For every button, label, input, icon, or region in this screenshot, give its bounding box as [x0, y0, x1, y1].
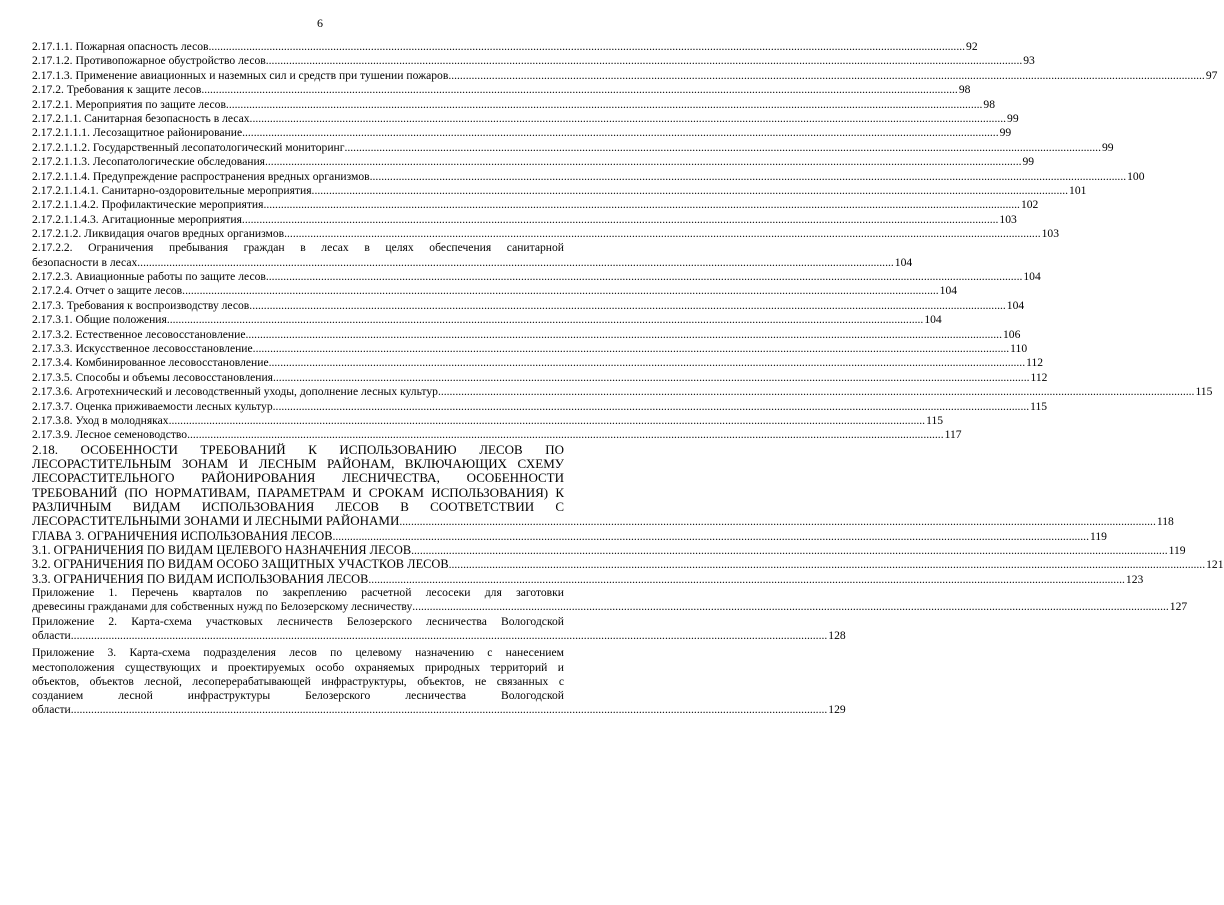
toc-entry-page: 93	[1023, 54, 1035, 68]
toc-entry[interactable]	[32, 528, 1107, 543]
toc-entry[interactable]	[32, 212, 1017, 227]
toc-entry[interactable]	[32, 370, 1048, 385]
toc-entry-page: 100	[1127, 169, 1145, 183]
toc-entry-multiline[interactable]	[32, 646, 846, 717]
toc-entry[interactable]	[32, 385, 1213, 399]
toc-entry[interactable]	[32, 126, 1012, 140]
toc-entry[interactable]	[32, 111, 1019, 126]
toc-entry[interactable]	[32, 270, 1041, 284]
toc-entry-title: 2.17.2.1.1.4.2. Профилактические мероприятия	[32, 198, 264, 212]
toc-entry-page: 127	[1169, 600, 1188, 614]
toc-entry-title-line: области	[32, 703, 71, 717]
dot-leader	[269, 356, 1026, 370]
toc-entry-title-line: созданием лесной инфраструктуры Белозерского лесничества Вологодской	[32, 689, 564, 703]
toc-entry-title: 2.17.1.2. Противопожарное обустройство лесов	[32, 54, 266, 68]
toc-entry[interactable]	[32, 183, 1087, 198]
toc-entry-title-line: безопасности в лесах	[32, 255, 138, 269]
toc-entry[interactable]	[32, 356, 1044, 370]
toc-entry-page: 104	[939, 284, 958, 298]
toc-entry-page: 119	[1168, 543, 1186, 557]
dot-leader	[273, 371, 1030, 385]
toc-entry-title-line: Приложение 2. Карта-схема участковых лесничеств Белозерского лесничества Вологодской	[32, 614, 564, 628]
toc-entry[interactable]	[32, 557, 1224, 572]
toc-entry[interactable]	[32, 83, 971, 97]
toc-entry-page: 98	[958, 83, 971, 97]
toc-entry-title: 2.17.3.1. Общие положения	[32, 313, 167, 327]
toc-entry-title: 2.17.2.1.1.1. Лесозащитное районирование	[32, 126, 243, 140]
toc-entry-title-line: ЛЕСОРАСТИТЕЛЬНЫМ ЗОНАМ И ЛЕСНЫМ РАЙОНАМ, ВКЛЮЧАЮЩИХ СХЕМУ	[32, 456, 564, 472]
toc-entry-page: 97	[1205, 68, 1218, 82]
toc-entry[interactable]	[32, 284, 958, 298]
toc-entry-multiline[interactable]	[32, 586, 1188, 615]
toc-entry-title-line: Приложение 1. Перечень кварталов по закреплению расчетной лесосеки для заготовки	[32, 586, 564, 600]
toc-entry-title-line: 2.18. ОСОБЕННОСТИ ТРЕБОВАНИЙ К ИСПОЛЬЗОВАНИЮ ЛЕСОВ ПО	[32, 441, 564, 457]
toc-entry-title-line: местоположения существующих и проектируемых особо охраняемых природных территорий и	[32, 660, 564, 674]
toc-entry-title: 2.17.2.3. Авиационные работы по защите лесов	[32, 270, 266, 284]
dot-leader	[266, 270, 1023, 284]
toc-entry-page: 112	[1030, 370, 1048, 384]
toc-entry-title: 2.17.1.1. Пожарная опасность лесов	[32, 40, 209, 53]
toc-entry[interactable]	[32, 227, 1060, 241]
dot-leader	[449, 558, 1206, 572]
toc-entry-page: 103	[1041, 227, 1060, 241]
toc-entry-title: 2.17.2.1.1.2. Государственный лесопатологический мониторинг	[32, 140, 345, 154]
toc-entry[interactable]	[32, 571, 1144, 586]
dot-leader	[273, 400, 1030, 414]
toc-entry-title-line: ТРЕБОВАНИЙ (ПО НОРМАТИВАМ, ПАРАМЕТРАМ И СРОКАМ ИСПОЛЬЗОВАНИЯ) К	[32, 484, 564, 500]
dot-leader	[249, 299, 1006, 313]
toc-entry[interactable]	[32, 313, 942, 327]
toc-entry-page: 104	[1023, 270, 1041, 284]
toc-entry[interactable]	[32, 155, 1035, 169]
dot-leader	[71, 629, 828, 643]
toc-entry-page: 99	[999, 126, 1012, 140]
toc-entry-multiline[interactable]	[32, 614, 846, 644]
toc-entry[interactable]	[32, 298, 1025, 313]
toc-entry-page: 104	[924, 313, 942, 327]
dot-leader	[284, 227, 1041, 241]
toc-entry-title: 2.17.3.7. Оценка приживаемости лесных культур	[32, 399, 273, 413]
toc-entry-title-line: РАЗЛИЧНЫМ ВИДАМ ИСПОЛЬЗОВАНИЯ ЛЕСОВ В СООТВЕТСТВИИ С	[32, 498, 564, 514]
dot-leader	[411, 544, 1168, 558]
toc-entry-title: 2.17.3.8. Уход в молодняках	[32, 413, 169, 427]
dot-leader	[167, 313, 924, 327]
toc-entry-page: 99	[1007, 111, 1019, 125]
toc-entry-title: 2.17.3.5. Способы и объемы лесовосстановления	[32, 370, 273, 384]
toc-entry-multiline[interactable]	[32, 441, 1174, 529]
toc-entry-title-line: древесины гражданами для собственных нужд по Белозерскому лесничеству	[32, 600, 413, 614]
toc-entry-title-line: 2.17.2.2. Ограничения пребывания граждан в лесах в целях обеспечения санитарной	[32, 241, 564, 255]
toc-entry[interactable]	[32, 97, 996, 112]
toc-entry[interactable]	[32, 399, 1048, 414]
dot-leader	[368, 573, 1125, 587]
toc-entry-page: 103	[999, 212, 1017, 226]
toc-entry-title: 3.2. ОГРАНИЧЕНИЯ ПО ВИДАМ ОСОБО ЗАЩИТНЫХ УЧАСТКОВ ЛЕСОВ	[32, 557, 449, 572]
dot-leader	[332, 530, 1089, 544]
toc-entry-page: 117	[944, 428, 962, 442]
toc-entry[interactable]	[32, 40, 978, 54]
toc-entry-title: 2.17.3.2. Естественное лесовосстановление	[32, 327, 246, 341]
toc-entry[interactable]	[32, 542, 1186, 557]
toc-entry-page: 101	[1069, 183, 1087, 197]
toc-entry[interactable]	[32, 54, 1035, 68]
toc-entry-title: 2.17.3. Требования к воспроизводству лесов	[32, 298, 250, 312]
toc-entry-page: 129	[828, 703, 846, 717]
toc-entry-page: 104	[1006, 298, 1025, 312]
toc-entry-page: 102	[1020, 198, 1039, 212]
dot-leader	[448, 69, 1205, 83]
toc-entry-title: 2.17.2.1.1.4.1. Санитарно-оздоровительные мероприятия	[32, 183, 312, 197]
toc-entry-title: 2.17.3.9. Лесное семеноводство	[32, 428, 188, 442]
toc-entry-page: 98	[983, 97, 996, 111]
toc-entry-title: 2.17.2.1.1.3. Лесопатологические обследования	[32, 155, 265, 169]
toc-entry[interactable]	[32, 327, 1021, 342]
page-number: 6	[317, 16, 323, 30]
dot-leader	[242, 213, 999, 227]
toc-entry-title: 2.17.2. Требования к защите лесов	[32, 83, 202, 97]
dot-leader	[245, 328, 1002, 342]
table-of-contents	[32, 40, 1224, 718]
toc-entry[interactable]	[32, 413, 944, 428]
toc-entry-title-line: ЛЕСОРАСТИТЕЛЬНЫМИ ЗОНАМИ И ЛЕСНЫМИ РАЙОНАМИ	[32, 513, 400, 529]
toc-entry-title-line: объектов, объектов лесной, лесоперерабатывающей инфраструктуры, объектов, не связанных с	[32, 674, 564, 688]
toc-entry-page: 123	[1125, 572, 1144, 586]
dot-leader	[201, 83, 958, 97]
toc-entry-page: 115	[1195, 385, 1213, 399]
toc-entry-title: ГЛАВА 3. ОГРАНИЧЕНИЯ ИСПОЛЬЗОВАНИЯ ЛЕСОВ	[32, 528, 333, 543]
toc-entry-page: 99	[1022, 155, 1035, 169]
toc-entry-page: 92	[966, 40, 978, 53]
toc-entry-title: 2.17.3.4. Комбинированное лесовосстановление	[32, 356, 269, 370]
toc-entry-page: 115	[1030, 399, 1048, 413]
toc-entry-title: 2.17.2.4. Отчет о защите лесов	[32, 284, 183, 298]
toc-entry[interactable]	[32, 140, 1114, 155]
toc-entry-page: 121	[1206, 558, 1224, 572]
toc-entry-title: 3.1. ОГРАНИЧЕНИЯ ПО ВИДАМ ЦЕЛЕВОГО НАЗНАЧЕНИЯ ЛЕСОВ	[32, 542, 412, 557]
dot-leader	[253, 342, 1010, 356]
toc-entry-title: 2.17.2.1.1.4. Предупреждение распространения вредных организмов	[32, 169, 370, 183]
toc-entry-title: 3.3. ОГРАНИЧЕНИЯ ПО ВИДАМ ИСПОЛЬЗОВАНИЯ ЛЕСОВ	[32, 571, 369, 586]
dot-leader	[344, 141, 1101, 155]
dot-leader	[250, 112, 1007, 126]
toc-entry[interactable]	[32, 342, 1028, 356]
toc-entry-page: 112	[1026, 356, 1044, 370]
toc-entry-multiline[interactable]	[32, 241, 913, 270]
dot-leader	[265, 155, 1022, 169]
dot-leader	[438, 385, 1195, 399]
toc-entry-page: 115	[926, 413, 944, 427]
toc-entry[interactable]	[32, 169, 1145, 184]
toc-entry-title: 2.17.2.1. Мероприятия по защите лесов	[32, 97, 226, 111]
dot-leader	[182, 284, 939, 298]
dot-leader	[226, 98, 983, 112]
toc-entry-title: 2.17.2.1.2. Ликвидация очагов вредных организмов	[32, 227, 285, 241]
dot-leader	[187, 428, 944, 442]
toc-entry[interactable]	[32, 198, 1039, 212]
dot-leader	[263, 198, 1020, 212]
toc-entry-page: 106	[1002, 327, 1021, 341]
toc-entry-page: 118	[1156, 515, 1174, 529]
dot-leader	[399, 515, 1156, 529]
toc-entry-page: 119	[1089, 529, 1107, 543]
dot-leader	[71, 703, 828, 717]
dot-leader	[370, 170, 1127, 184]
toc-entry-page: 99	[1101, 140, 1114, 154]
toc-entry-title: 2.17.1.3. Применение авиационных и наземных сил и средств при тушении пожаров	[32, 68, 449, 82]
dot-leader	[412, 600, 1169, 614]
toc-entry-title: 2.17.3.3. Искусственное лесовосстановление	[32, 342, 253, 356]
toc-entry-page: 104	[894, 255, 913, 269]
toc-entry-page: 110	[1010, 342, 1028, 356]
dot-leader	[137, 256, 894, 270]
toc-entry-title: 2.17.3.6. Агротехнический и лесоводственный уходы, дополнение лесных культур	[32, 385, 438, 399]
dot-leader	[209, 40, 966, 54]
toc-entry-title-line: области	[32, 628, 71, 642]
toc-entry-title-line: Приложение 3. Карта-схема подразделения лесов по целевому назначению с нанесением	[32, 646, 564, 660]
toc-entry[interactable]	[32, 428, 962, 442]
toc-entry-title: 2.17.2.1.1. Санитарная безопасность в лесах	[32, 111, 250, 125]
toc-entry-title-line: ЛЕСОРАСТИТЕЛЬНОГО РАЙОНИРОВАНИЯ ЛЕСНИЧЕСТВА, ОСОБЕННОСТИ	[32, 470, 564, 486]
toc-entry-title: 2.17.2.1.1.4.3. Агитационные мероприятия	[32, 212, 242, 226]
dot-leader	[266, 54, 1023, 68]
dot-leader	[242, 126, 999, 140]
dot-leader	[312, 184, 1069, 198]
dot-leader	[169, 414, 926, 428]
toc-entry[interactable]	[32, 68, 1218, 83]
toc-entry-page: 128	[828, 628, 846, 642]
